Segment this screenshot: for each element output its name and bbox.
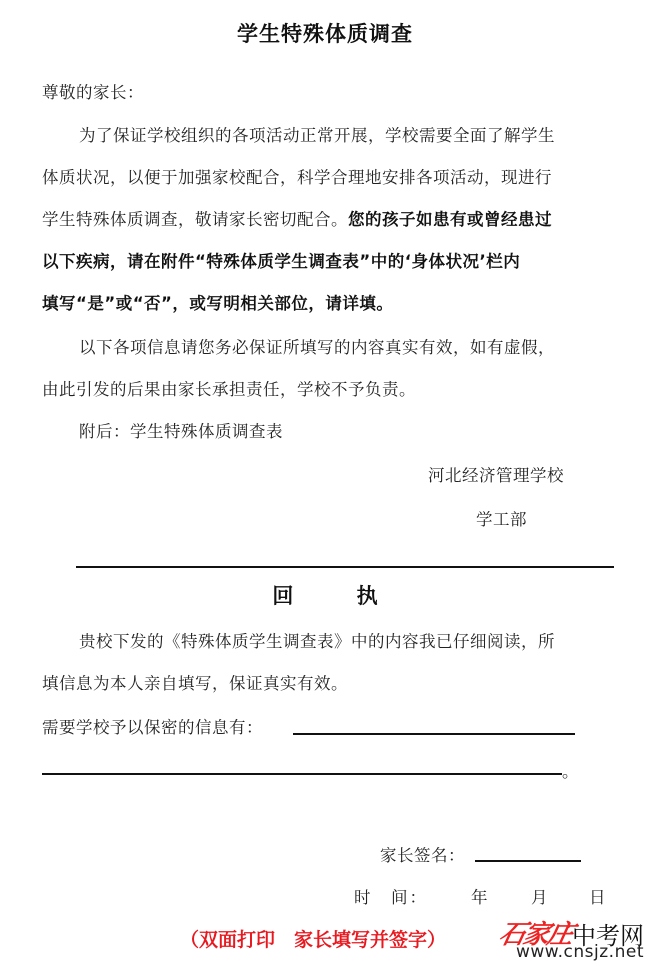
- paragraph-1-line-2: 体质状况，以便于加强家校配合，科学合理地安排各项活动，现进行: [42, 168, 552, 187]
- tear-line: [76, 566, 614, 568]
- print-instructions: （双面打印 家长填写并签字）: [180, 929, 447, 951]
- department-name: 学工部: [476, 510, 527, 529]
- paragraph-1-line-1: 为了保证学校组织的各项活动正常开展，学校需要全面了解学生: [79, 126, 555, 145]
- paragraph-1-line-3-normal: 学生特殊体质调查，敬请家长密切配合。: [42, 210, 348, 229]
- paragraph-1-line-5: 填写“是”或“否”，或写明相关部位，请详填。: [42, 294, 394, 313]
- watermark-brand: 中考网: [572, 922, 644, 950]
- signature-label: 家长签名：: [380, 846, 465, 865]
- confidential-period: 。: [562, 762, 579, 781]
- confidential-field-line-2[interactable]: [42, 773, 562, 775]
- salutation: 尊敬的家长：: [42, 83, 144, 102]
- paragraph-1-line-3-bold: 您的孩子如患有或曾经患过: [348, 210, 552, 229]
- watermark-script: 石家庄: [496, 920, 575, 950]
- paragraph-1-line-4: 以下疾病，请在附件“特殊体质学生调查表”中的‘身体状况’栏内: [42, 252, 521, 271]
- receipt-line-1: 贵校下发的《特殊体质学生调查表》中的内容我已仔细阅读，所: [79, 632, 555, 651]
- receipt-line-2: 填信息为本人亲自填写，保证真实有效。: [42, 674, 348, 693]
- time-label: 时 间：: [354, 888, 428, 907]
- school-name: 河北经济管理学校: [428, 466, 564, 485]
- signature-field[interactable]: [475, 860, 581, 862]
- paragraph-1-line-3: [42, 206, 552, 230]
- month-label: 月: [531, 888, 548, 907]
- watermark: [498, 912, 648, 964]
- watermark-url: www.cnsjz.net: [516, 942, 644, 962]
- attachment-note: 附后：学生特殊体质调查表: [79, 422, 283, 441]
- receipt-title: 回 执: [272, 584, 378, 608]
- confidential-field-line-1[interactable]: [293, 733, 575, 735]
- paragraph-2-line-2: 由此引发的后果由家长承担责任，学校不予负责。: [42, 380, 416, 399]
- paragraph-2-line-1: 以下各项信息请您务必保证所填写的内容真实有效，如有虚假，: [79, 338, 555, 357]
- day-label: 日: [589, 888, 606, 907]
- year-label: 年: [471, 888, 488, 907]
- confidential-label: 需要学校予以保密的信息有：: [42, 718, 263, 737]
- document-title: 学生特殊体质调查: [237, 22, 413, 46]
